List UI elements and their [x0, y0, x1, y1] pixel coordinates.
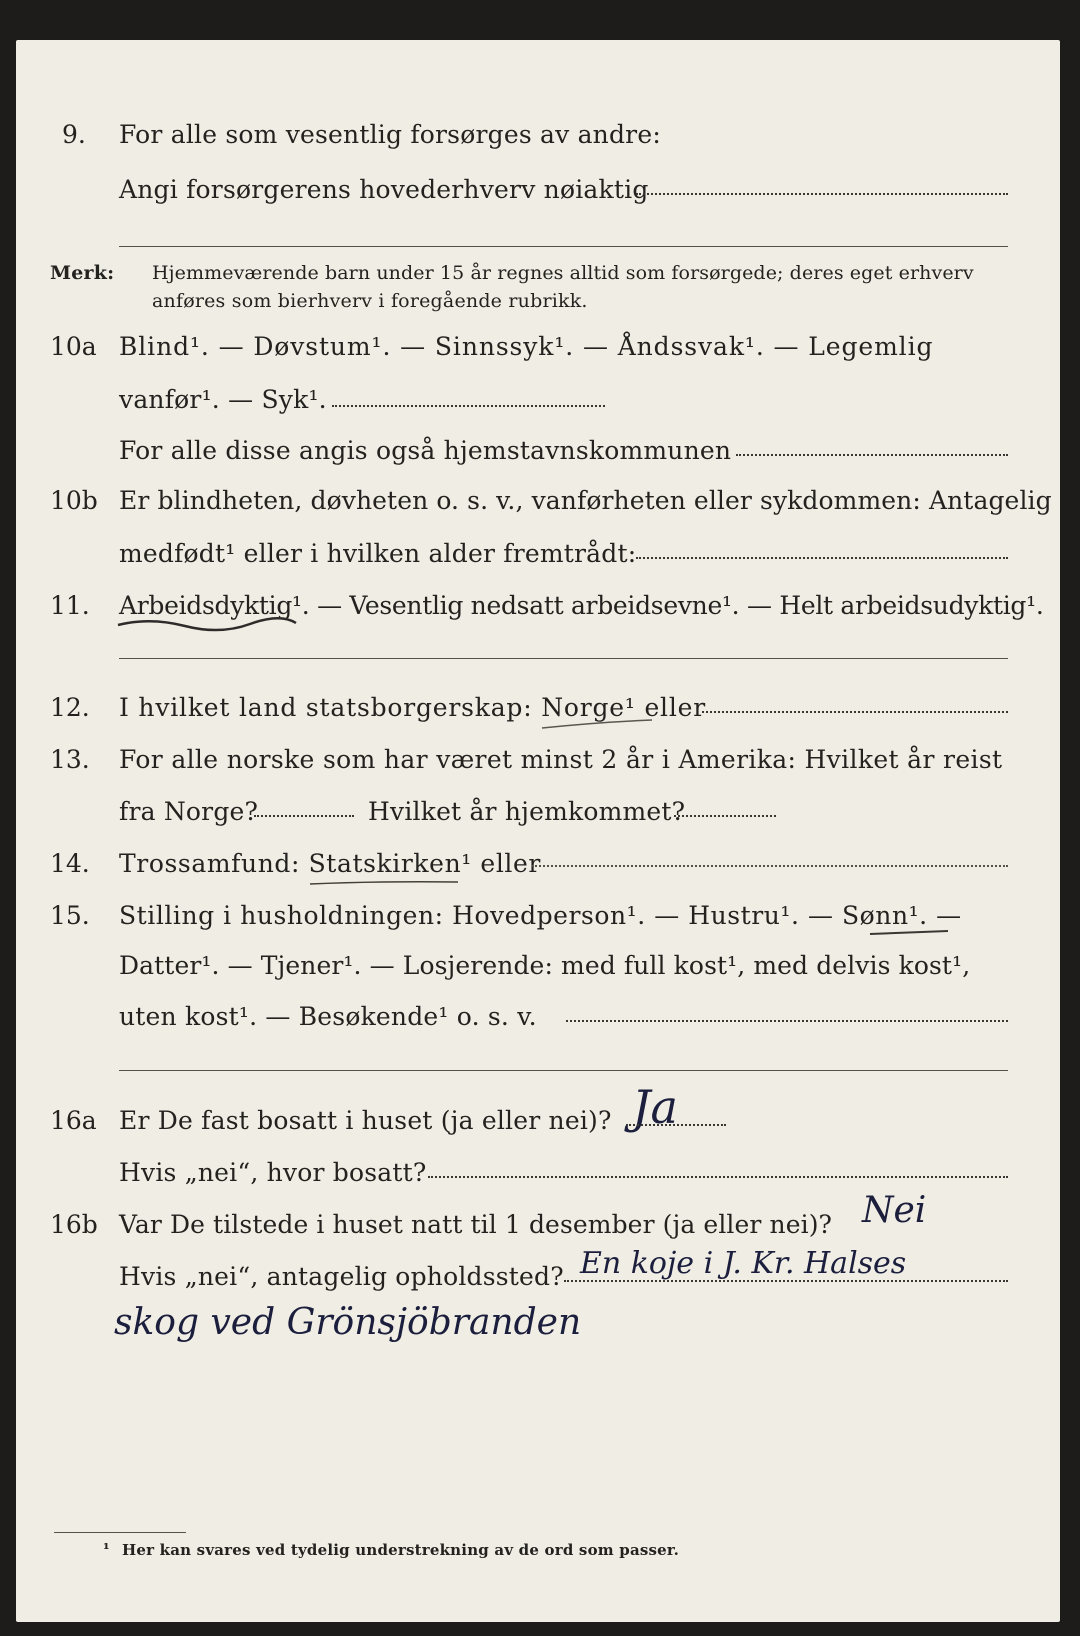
q13-line2b: Hvilket år hjemkommet?: [368, 797, 686, 826]
q16b-handwritten-answer: Nei: [862, 1190, 927, 1231]
q15-line1: Stilling i husholdningen: Hovedperson¹. — Hustru¹. — Sønn¹. —: [119, 901, 962, 930]
q9-line2: Angi forsørgerens hovederhverv nøiaktig: [119, 175, 649, 204]
merk-label: Merk:: [50, 262, 115, 284]
q15-line2: Datter¹. — Tjener¹. — Losjerende: med full kost¹, med delvis kost¹,: [119, 951, 971, 980]
q16a-number: 16a: [50, 1106, 97, 1135]
q15-line3: uten kost¹. — Besøkende¹ o. s. v.: [119, 1002, 537, 1031]
q16b-number: 16b: [50, 1210, 98, 1239]
underline-statskirken: [310, 882, 458, 884]
footnote-text: Her kan svares ved tydelig understrekning av de ord som passer.: [122, 1541, 680, 1559]
q13-number: 13.: [50, 745, 90, 774]
q16b-line1: Var De tilstede i huset natt til 1 desember (ja eller nei)?: [119, 1210, 833, 1239]
merk-line2: anføres som bierhverv i foregående rubrikk.: [152, 290, 588, 312]
underline-norge: [542, 720, 652, 728]
q12-number: 12.: [50, 693, 90, 722]
q16a-handwritten-answer: Ja: [632, 1080, 678, 1134]
footnote-mark: ¹: [103, 1540, 110, 1558]
q10b-line2: medfødt¹ eller i hvilken alder fremtrådt:: [119, 539, 637, 568]
q14-line1: Trossamfund: Statskirken¹ eller: [119, 849, 541, 878]
q16b-handwritten-place-1: En koje i J. Kr. Halses: [580, 1246, 907, 1281]
q10a-line2: vanfør¹. — Syk¹.: [119, 385, 327, 414]
q11-number: 11.: [50, 591, 90, 620]
underline-sonn: [870, 931, 948, 934]
q16b-line2: Hvis „nei“, antagelig opholdssted?: [119, 1262, 564, 1291]
q13-line2a: fra Norge?: [119, 797, 259, 826]
q16a-line1: Er De fast bosatt i huset (ja eller nei)?: [119, 1106, 612, 1135]
q9-number: 9.: [62, 120, 86, 149]
q16a-line2: Hvis „nei“, hvor bosatt?: [119, 1158, 427, 1187]
q10b-line1: Er blindheten, døvheten o. s. v., vanførheten eller sykdommen: Antagelig: [119, 486, 1052, 515]
q11-line1: Arbeidsdyktig¹. — Vesentlig nedsatt arbeidsevne¹. — Helt arbeidsudyktig¹.: [119, 591, 1044, 620]
q14-number: 14.: [50, 849, 90, 878]
q10a-line3: For alle disse angis også hjemstavnskommunen: [119, 436, 732, 465]
q10b-number: 10b: [50, 486, 98, 515]
q10a-number: 10a: [50, 332, 97, 361]
q10a-line1: Blind¹. — Døvstum¹. — Sinnssyk¹. — Åndssvak¹. — Legemlig: [119, 332, 934, 361]
q16b-handwritten-place-2: skog ved Grönsjöbranden: [114, 1302, 582, 1343]
q13-line1: For alle norske som har været minst 2 år i Amerika: Hvilket år reist: [119, 745, 1003, 774]
q9-line1: For alle som vesentlig forsørges av andre:: [119, 120, 661, 149]
q12-line1: I hvilket land statsborgerskap: Norge¹ eller: [119, 693, 706, 722]
underline-arbeidsdyktig: [118, 618, 296, 630]
q15-number: 15.: [50, 901, 90, 930]
merk-line1: Hjemmeværende barn under 15 år regnes alltid som forsørgede; deres eget erhverv: [152, 262, 974, 284]
